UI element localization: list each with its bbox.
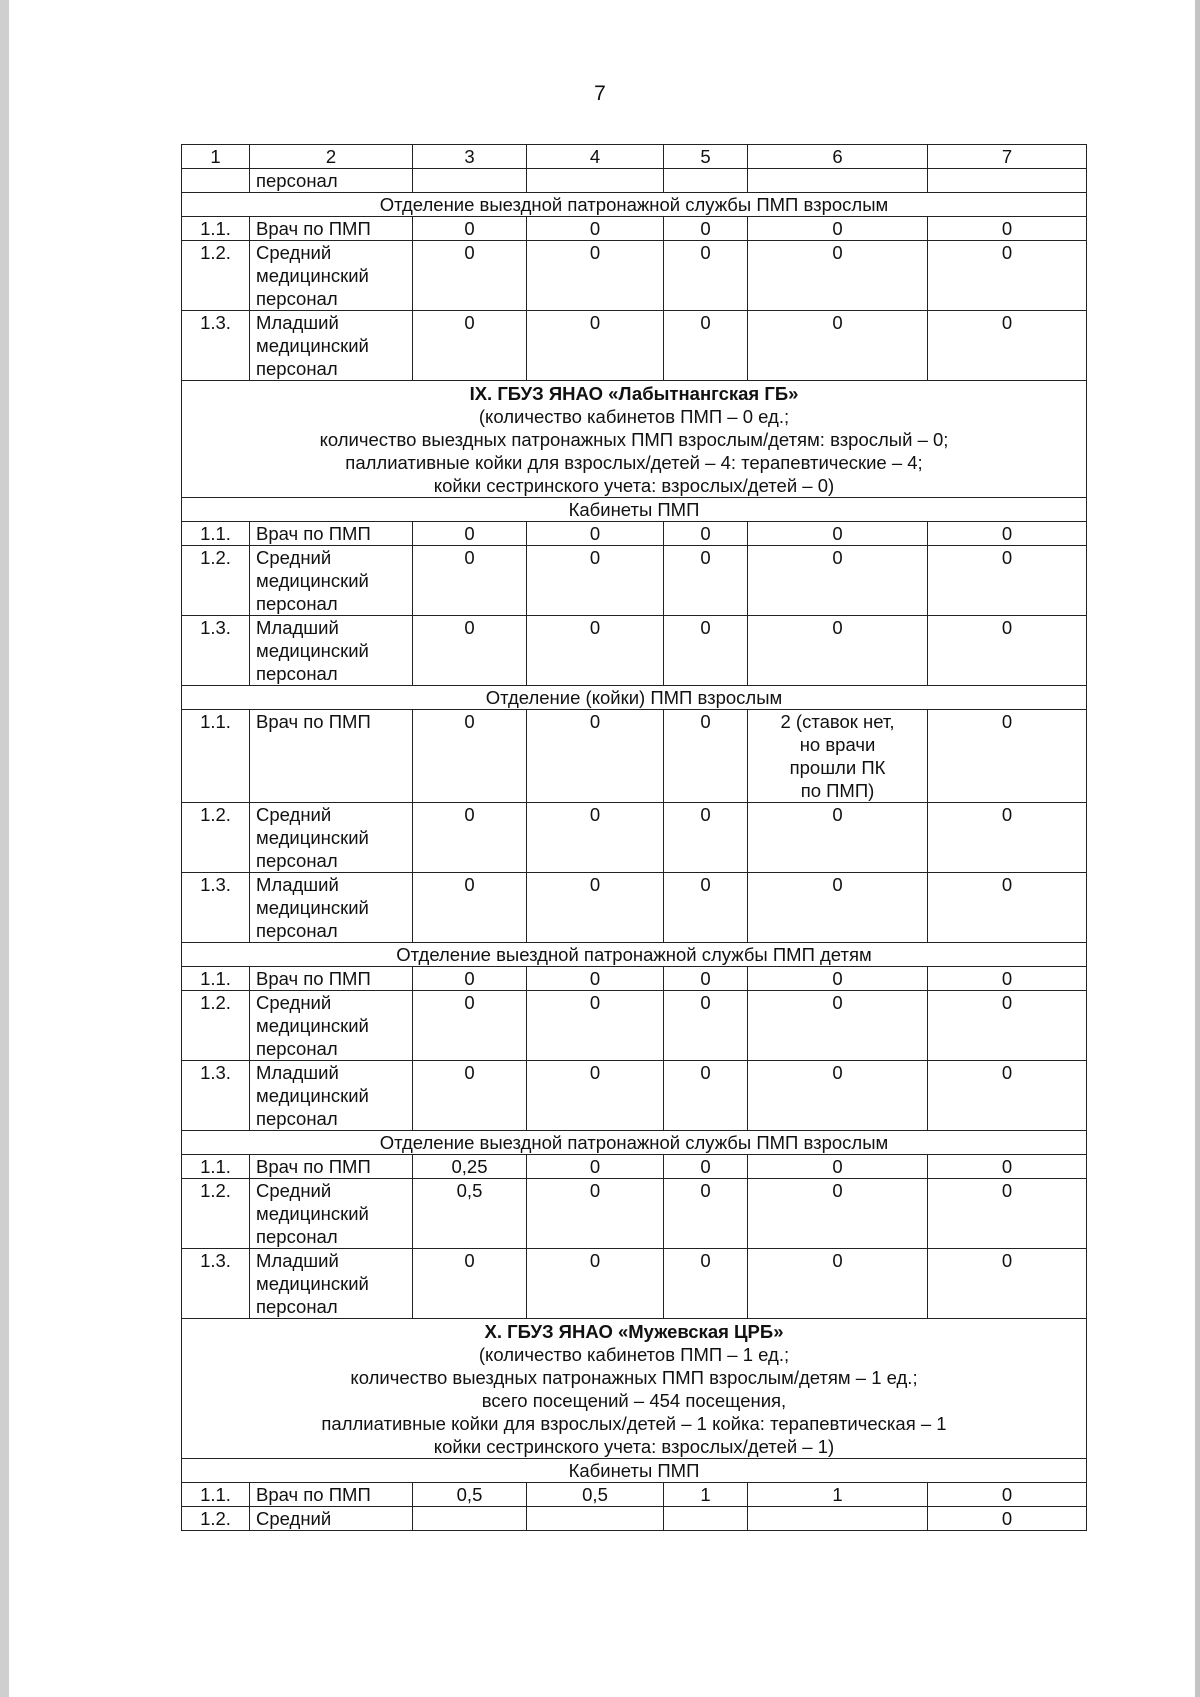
section-row bbox=[182, 1131, 1087, 1155]
value-cell: 0,25 bbox=[413, 1155, 527, 1179]
table-row bbox=[182, 522, 1087, 546]
value-cell: 0 bbox=[664, 241, 748, 311]
header-row bbox=[182, 145, 1087, 169]
table-row bbox=[182, 967, 1087, 991]
value-cell bbox=[413, 169, 527, 193]
table-row bbox=[182, 1483, 1087, 1507]
organization-info-line: койки сестринского учета: взрослых/детей – 0) bbox=[433, 475, 835, 496]
row-number-cell: 1.2. bbox=[182, 241, 250, 311]
value-cell: 0 bbox=[413, 710, 527, 803]
row-number-cell bbox=[182, 169, 250, 193]
value-cell: 0 bbox=[664, 873, 748, 943]
table-row bbox=[182, 1249, 1087, 1319]
position-name-cell: Врач по ПМП bbox=[250, 967, 413, 991]
value-cell: 0 bbox=[748, 873, 928, 943]
row-number-cell: 1.3. bbox=[182, 873, 250, 943]
header-cell: 3 bbox=[413, 145, 527, 169]
header-cell: 7 bbox=[928, 145, 1087, 169]
position-name-cell: Средний bbox=[250, 1507, 413, 1531]
position-name-cell: Младший медицинский персонал bbox=[250, 1061, 413, 1131]
row-number-cell: 1.3. bbox=[182, 1061, 250, 1131]
organization-title: X. ГБУЗ ЯНАО «Мужевская ЦРБ» bbox=[484, 1321, 784, 1342]
value-cell: 0 bbox=[664, 546, 748, 616]
value-cell: 0 bbox=[413, 803, 527, 873]
table-row bbox=[182, 1179, 1087, 1249]
value-cell: 0 bbox=[748, 546, 928, 616]
value-cell: 0 bbox=[928, 967, 1087, 991]
position-name-cell: Врач по ПМП bbox=[250, 1155, 413, 1179]
section-row bbox=[182, 498, 1087, 522]
value-cell: 0 bbox=[527, 1061, 664, 1131]
position-name-cell: Младший медицинский персонал bbox=[250, 311, 413, 381]
value-cell: 0 bbox=[748, 522, 928, 546]
value-cell: 0 bbox=[413, 311, 527, 381]
value-cell: 0 bbox=[527, 241, 664, 311]
value-cell: 0 bbox=[527, 522, 664, 546]
value-cell: 0 bbox=[413, 873, 527, 943]
value-cell: 0 bbox=[928, 311, 1087, 381]
organization-row bbox=[182, 381, 1087, 498]
value-cell: 0 bbox=[527, 710, 664, 803]
organization-info-line: паллиативные койки для взрослых/детей – 1 койка: терапевтическая – 1 bbox=[321, 1413, 947, 1434]
page-number: 7 bbox=[594, 82, 606, 105]
value-cell: 0 bbox=[527, 217, 664, 241]
row-number-cell: 1.2. bbox=[182, 1507, 250, 1531]
value-cell: 0 bbox=[527, 873, 664, 943]
value-cell bbox=[527, 1507, 664, 1531]
value-cell: 0 bbox=[928, 710, 1087, 803]
value-cell: 0 bbox=[928, 616, 1087, 686]
value-cell: 0 bbox=[748, 803, 928, 873]
value-cell: 0 bbox=[748, 616, 928, 686]
row-number-cell: 1.2. bbox=[182, 991, 250, 1061]
position-name-cell: Средний медицинский персонал bbox=[250, 1179, 413, 1249]
table-row bbox=[182, 1507, 1087, 1531]
position-name-cell: Младший медицинский персонал bbox=[250, 616, 413, 686]
scan-edge-left bbox=[0, 0, 9, 1697]
value-cell: 0 bbox=[664, 1249, 748, 1319]
value-cell: 0 bbox=[928, 217, 1087, 241]
value-cell bbox=[527, 169, 664, 193]
value-cell: 0 bbox=[527, 1155, 664, 1179]
value-cell: 0 bbox=[928, 1483, 1087, 1507]
organization-info-line: количество выездных патронажных ПМП взрослым/детям – 1 ед.; bbox=[350, 1367, 918, 1388]
row-number-cell: 1.1. bbox=[182, 967, 250, 991]
value-cell bbox=[664, 169, 748, 193]
row-number-cell: 1.3. bbox=[182, 311, 250, 381]
row-number-cell: 1.1. bbox=[182, 1155, 250, 1179]
organization-title: IX. ГБУЗ ЯНАО «Лабытнангская ГБ» bbox=[469, 383, 799, 404]
position-name-cell: Врач по ПМП bbox=[250, 1483, 413, 1507]
value-cell: 0 bbox=[664, 1061, 748, 1131]
value-cell: 0 bbox=[413, 991, 527, 1061]
position-name-cell: Средний медицинский персонал bbox=[250, 546, 413, 616]
staffing-table bbox=[181, 144, 1087, 1531]
section-row bbox=[182, 1459, 1087, 1483]
value-cell: 0 bbox=[413, 1249, 527, 1319]
table-row bbox=[182, 217, 1087, 241]
section-row bbox=[182, 686, 1087, 710]
value-cell: 0 bbox=[664, 217, 748, 241]
value-cell: 0 bbox=[928, 1061, 1087, 1131]
value-cell: 0 bbox=[748, 1179, 928, 1249]
header-cell: 4 bbox=[527, 145, 664, 169]
section-title: Отделение выездной патронажной службы ПМП взрослым bbox=[182, 193, 1087, 217]
value-cell: 0 bbox=[928, 546, 1087, 616]
value-cell: 0 bbox=[664, 616, 748, 686]
value-cell: 0 bbox=[928, 1249, 1087, 1319]
row-number-cell: 1.1. bbox=[182, 1483, 250, 1507]
value-cell: 0 bbox=[664, 1179, 748, 1249]
table-row bbox=[182, 1061, 1087, 1131]
value-cell: 0,5 bbox=[413, 1483, 527, 1507]
organization-block bbox=[182, 381, 1087, 498]
value-cell: 0 bbox=[664, 522, 748, 546]
section-title: Кабинеты ПМП bbox=[182, 1459, 1087, 1483]
value-cell: 0 bbox=[928, 1155, 1087, 1179]
value-cell: 1 bbox=[664, 1483, 748, 1507]
value-cell: 0 bbox=[748, 1249, 928, 1319]
value-cell: 0 bbox=[748, 1155, 928, 1179]
value-cell: 0 bbox=[928, 803, 1087, 873]
organization-info-line: (количество кабинетов ПМП – 1 ед.; bbox=[478, 1344, 790, 1365]
value-cell bbox=[413, 1507, 527, 1531]
value-cell: 0,5 bbox=[413, 1179, 527, 1249]
table-row bbox=[182, 169, 1087, 193]
position-name-cell: Врач по ПМП bbox=[250, 710, 413, 803]
value-cell: 0 bbox=[527, 546, 664, 616]
header-cell: 6 bbox=[748, 145, 928, 169]
value-cell: 1 bbox=[748, 1483, 928, 1507]
organization-info-line: койки сестринского учета: взрослых/детей – 1) bbox=[433, 1436, 835, 1457]
value-cell: 0 bbox=[748, 1061, 928, 1131]
row-number-cell: 1.2. bbox=[182, 1179, 250, 1249]
value-cell: 0 bbox=[928, 991, 1087, 1061]
value-cell: 0 bbox=[527, 991, 664, 1061]
value-cell: 0 bbox=[748, 967, 928, 991]
section-row bbox=[182, 193, 1087, 217]
value-cell: 0 bbox=[928, 1179, 1087, 1249]
position-name-cell: Врач по ПМП bbox=[250, 217, 413, 241]
value-cell: 0 bbox=[664, 803, 748, 873]
row-number-cell: 1.1. bbox=[182, 217, 250, 241]
table-row bbox=[182, 991, 1087, 1061]
header-cell: 5 bbox=[664, 145, 748, 169]
value-cell: 2 (ставок нет, но врачи прошли ПК по ПМП) bbox=[748, 710, 928, 803]
table-row bbox=[182, 803, 1087, 873]
header-cell: 2 bbox=[250, 145, 413, 169]
value-cell: 0 bbox=[413, 217, 527, 241]
table-row bbox=[182, 311, 1087, 381]
value-cell: 0 bbox=[527, 967, 664, 991]
position-name-cell: Врач по ПМП bbox=[250, 522, 413, 546]
table-row bbox=[182, 873, 1087, 943]
table-row bbox=[182, 546, 1087, 616]
row-number-cell: 1.3. bbox=[182, 1249, 250, 1319]
organization-row bbox=[182, 1319, 1087, 1459]
value-cell: 0 bbox=[527, 616, 664, 686]
section-title: Кабинеты ПМП bbox=[182, 498, 1087, 522]
position-name-cell: Младший медицинский персонал bbox=[250, 1249, 413, 1319]
value-cell: 0 bbox=[928, 873, 1087, 943]
value-cell: 0 bbox=[527, 1249, 664, 1319]
row-number-cell: 1.1. bbox=[182, 710, 250, 803]
table-row bbox=[182, 241, 1087, 311]
scan-edge-right bbox=[1195, 0, 1200, 1697]
value-cell: 0,5 bbox=[527, 1483, 664, 1507]
section-title: Отделение выездной патронажной службы ПМП детям bbox=[182, 943, 1087, 967]
value-cell bbox=[664, 1507, 748, 1531]
value-cell: 0 bbox=[664, 311, 748, 381]
organization-info-line: паллиативные койки для взрослых/детей – 4: терапевтические – 4; bbox=[345, 452, 923, 473]
value-cell: 0 bbox=[664, 1155, 748, 1179]
position-name-cell: Средний медицинский персонал bbox=[250, 241, 413, 311]
value-cell: 0 bbox=[928, 241, 1087, 311]
value-cell bbox=[748, 169, 928, 193]
position-name-cell: персонал bbox=[250, 169, 413, 193]
value-cell bbox=[928, 169, 1087, 193]
section-title: Отделение (койки) ПМП взрослым bbox=[182, 686, 1087, 710]
value-cell: 0 bbox=[413, 1061, 527, 1131]
row-number-cell: 1.1. bbox=[182, 522, 250, 546]
value-cell: 0 bbox=[748, 991, 928, 1061]
position-name-cell: Средний медицинский персонал bbox=[250, 991, 413, 1061]
value-cell: 0 bbox=[527, 803, 664, 873]
organization-info-line: (количество кабинетов ПМП – 0 ед.; bbox=[478, 406, 790, 427]
section-title: Отделение выездной патронажной службы ПМП взрослым bbox=[182, 1131, 1087, 1155]
value-cell: 0 bbox=[664, 991, 748, 1061]
row-number-cell: 1.2. bbox=[182, 546, 250, 616]
value-cell: 0 bbox=[928, 1507, 1087, 1531]
organization-info-line: всего посещений – 454 посещения, bbox=[481, 1390, 787, 1411]
table-row bbox=[182, 710, 1087, 803]
value-cell: 0 bbox=[413, 546, 527, 616]
value-cell: 0 bbox=[413, 241, 527, 311]
value-cell bbox=[748, 1507, 928, 1531]
row-number-cell: 1.2. bbox=[182, 803, 250, 873]
value-cell: 0 bbox=[413, 616, 527, 686]
organization-info-line: количество выездных патронажных ПМП взрослым/детям: взрослый – 0; bbox=[319, 429, 949, 450]
value-cell: 0 bbox=[748, 311, 928, 381]
organization-block bbox=[182, 1319, 1087, 1459]
value-cell: 0 bbox=[527, 1179, 664, 1249]
value-cell: 0 bbox=[527, 311, 664, 381]
table-row bbox=[182, 616, 1087, 686]
value-cell: 0 bbox=[928, 522, 1087, 546]
value-cell: 0 bbox=[748, 241, 928, 311]
table-body bbox=[182, 145, 1087, 1531]
value-cell: 0 bbox=[664, 710, 748, 803]
header-cell: 1 bbox=[182, 145, 250, 169]
value-cell: 0 bbox=[748, 217, 928, 241]
value-cell: 0 bbox=[664, 967, 748, 991]
value-cell: 0 bbox=[413, 522, 527, 546]
position-name-cell: Младший медицинский персонал bbox=[250, 873, 413, 943]
position-name-cell: Средний медицинский персонал bbox=[250, 803, 413, 873]
row-number-cell: 1.3. bbox=[182, 616, 250, 686]
value-cell: 0 bbox=[413, 967, 527, 991]
section-row bbox=[182, 943, 1087, 967]
table-row bbox=[182, 1155, 1087, 1179]
